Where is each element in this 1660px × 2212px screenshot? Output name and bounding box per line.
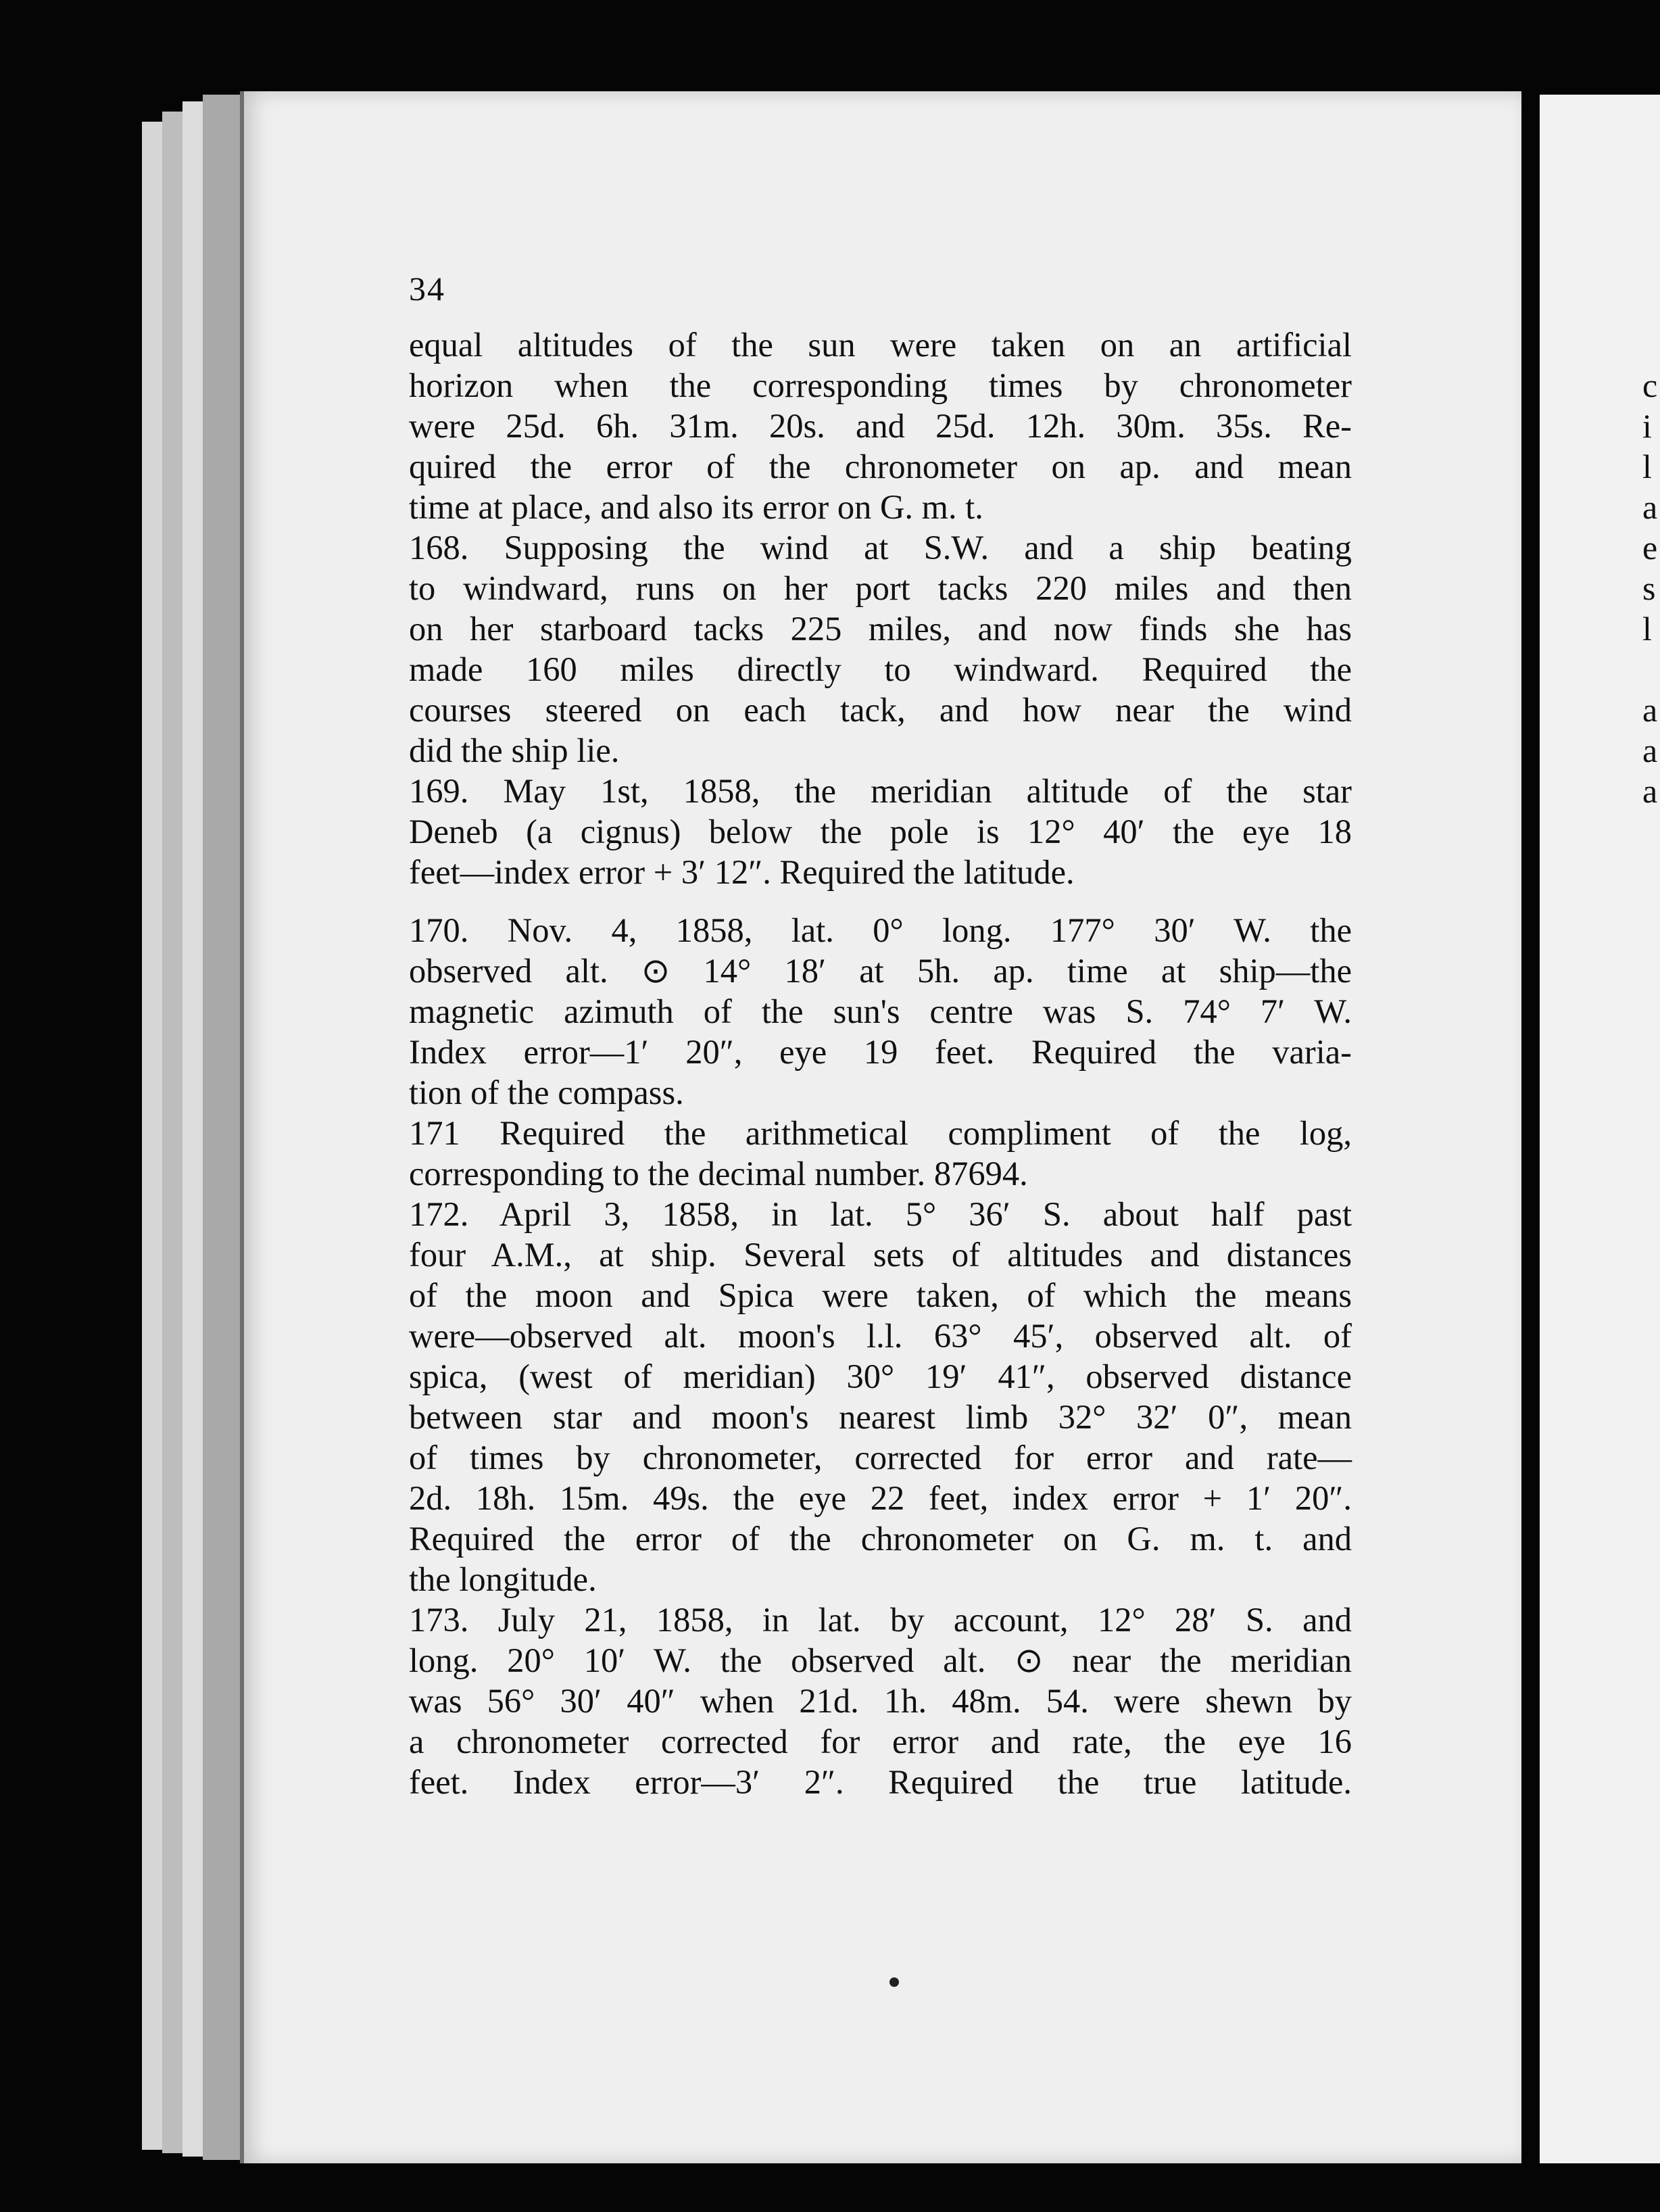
text-line: of times by chronometer, corrected for error and rate— (409, 1439, 1352, 1476)
text-line: equal altitudes of the sun were taken on an artificial (409, 326, 1352, 364)
text-line: of the moon and Spica were taken, of which the means (409, 1276, 1352, 1314)
text-line: four A.M., at ship. Several sets of altitudes and distances (409, 1236, 1352, 1274)
facing-letter (1642, 649, 1657, 690)
facing-letter: a (1642, 731, 1658, 769)
facing-letter: a (1642, 772, 1658, 810)
text-line: were—observed alt. moon's l.l. 63° 45′, observed alt. of (409, 1317, 1352, 1355)
facing-letter: s (1642, 569, 1656, 607)
text-line: a chronometer corrected for error and rate, the eye 16 (409, 1723, 1352, 1760)
text-line: Required the error of the chronometer on G. m. t. and (409, 1520, 1352, 1558)
text-line: magnetic azimuth of the sun's centre was S. 74° 7′ W. (409, 992, 1352, 1030)
text-line: 172. April 3, 1858, in lat. 5° 36′ S. about half past (409, 1195, 1352, 1233)
text-line: between star and moon's nearest limb 32° 32′ 0″, mean (409, 1398, 1352, 1436)
text-line: corresponding to the decimal number. 87694. (409, 1155, 1028, 1193)
text-line: horizon when the corresponding times by chronometer (409, 366, 1352, 404)
page-number: 34 (409, 270, 445, 308)
text-line: quired the error of the chronometer on ap. and mean (409, 448, 1352, 485)
text-line: time at place, and also its error on G. m. t. (409, 488, 983, 526)
facing-letter: a (1642, 488, 1658, 526)
facing-letter: i (1642, 407, 1652, 445)
text-line: were 25d. 6h. 31m. 20s. and 25d. 12h. 30m. 35s. Re- (409, 407, 1352, 445)
facing-page-text (1642, 365, 1657, 811)
text-line: 170. Nov. 4, 1858, lat. 0° long. 177° 30′ W. the (409, 911, 1352, 949)
text-line: on her starboard tacks 225 miles, and now finds she has (409, 610, 1352, 648)
facing-letter: a (1642, 691, 1658, 729)
text-line: did the ship lie. (409, 731, 620, 769)
text-line: long. 20° 10′ W. the observed alt. ⊙ near the meridian (409, 1641, 1352, 1679)
text-line: Deneb (a cignus) below the pole is 12° 40′ the eye 18 (409, 813, 1352, 850)
text-line: feet. Index error—3′ 2″. Required the true latitude. (409, 1763, 1352, 1801)
page-body-text (409, 324, 1352, 1802)
text-line: 173. July 21, 1858, in lat. by account, 12° 28′ S. and (409, 1601, 1352, 1639)
text-line: courses steered on each tack, and how near the wind (409, 691, 1352, 729)
facing-page-edge (1528, 95, 1660, 2163)
text-line: to windward, runs on her port tacks 220 miles and then (409, 569, 1352, 607)
text-line: Index error—1′ 20″, eye 19 feet. Required the varia- (409, 1033, 1352, 1071)
text-line: 169. May 1st, 1858, the meridian altitude of the star (409, 772, 1352, 810)
text-line: observed alt. ⊙ 14° 18′ at 5h. ap. time at ship—the (409, 952, 1352, 990)
facing-letter: e (1642, 529, 1658, 567)
text-line: feet—index error + 3′ 12″. Required the latitude. (409, 853, 1075, 891)
text-line: 168. Supposing the wind at S.W. and a ship beating (409, 529, 1352, 567)
facing-letter: l (1642, 448, 1652, 485)
text-line: spica, (west of meridian) 30° 19′ 41″, observed distance (409, 1357, 1352, 1395)
text-line: 2d. 18h. 15m. 49s. the eye 22 feet, index error + 1′ 20″. (409, 1479, 1352, 1517)
text-line: tion of the compass. (409, 1074, 684, 1111)
text-line: the longitude. (409, 1560, 597, 1598)
text-line: was 56° 30′ 40″ when 21d. 1h. 48m. 54. were shewn by (409, 1682, 1352, 1720)
text-line: made 160 miles directly to windward. Required the (409, 650, 1352, 688)
text-line: 171 Required the arithmetical compliment of the log, (409, 1114, 1352, 1152)
facing-letter: l (1642, 610, 1652, 648)
ink-speck (889, 1977, 899, 1987)
facing-letter: c (1642, 366, 1658, 404)
